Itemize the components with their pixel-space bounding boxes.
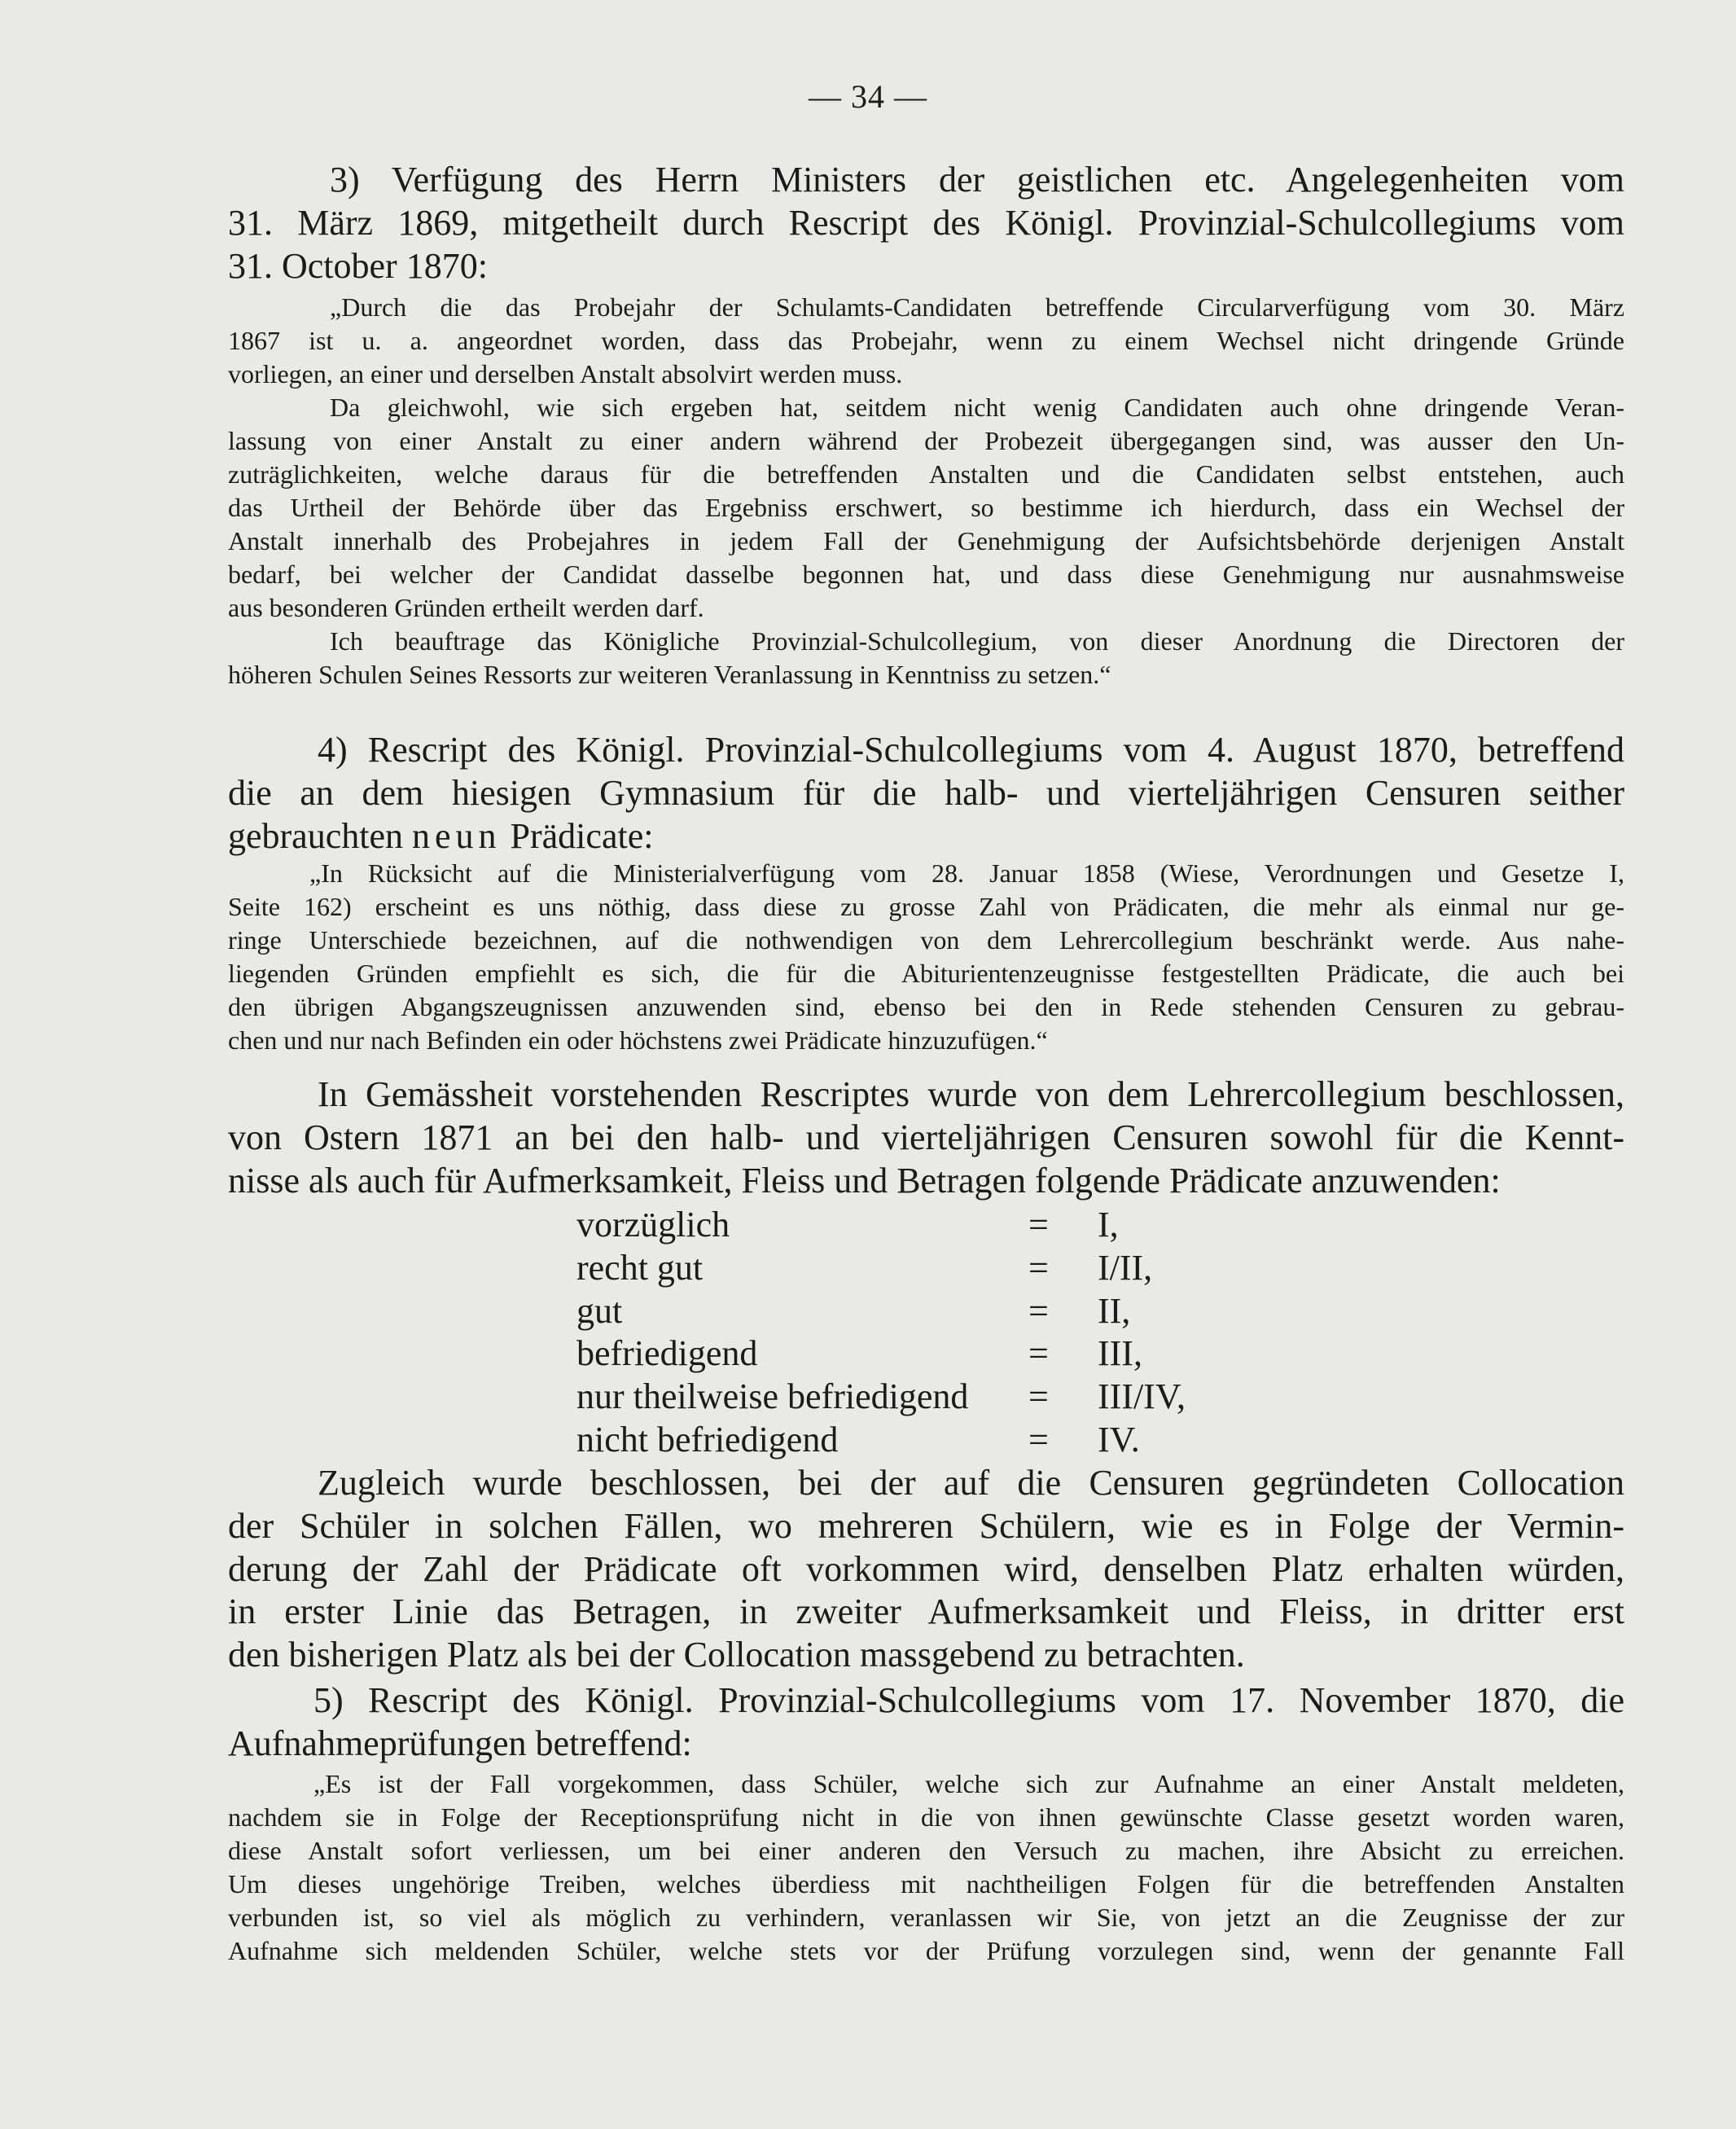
quote-line: lassung von einer Anstalt zu einer andern während der Probezeit übergegangen sind, was ausser den Un- — [228, 426, 1624, 455]
grade-value: I/II, — [1098, 1247, 1153, 1288]
section-4-heading-line: 4) Rescript des Königl. Provinzial-Schulcollegiums vom 4. August 1870, betreffend — [318, 730, 1624, 770]
quote-line: ringe Unterschiede bezeichnen, auf die nothwendigen von dem Lehrercollegium beschränkt werde. Aus nahe- — [228, 925, 1624, 955]
section-4-heading-line — [228, 815, 1624, 858]
grade-value: III/IV, — [1098, 1376, 1186, 1417]
paragraph-line: Zugleich wurde beschlossen, bei der auf die Censuren gegründeten Collocation — [318, 1463, 1624, 1503]
section-5-heading-line: Aufnahmeprüfungen betreffend: — [228, 1723, 692, 1763]
quote-line: Da gleichwohl, wie sich ergeben hat, seitdem nicht wenig Candidaten auch ohne dringende Veran- — [330, 393, 1624, 422]
grade-value: II, — [1098, 1290, 1131, 1331]
equals-sign: = — [1028, 1205, 1049, 1244]
grade-row — [576, 1376, 1186, 1419]
quote-line: 1867 ist u. a. angeordnet worden, dass das Probejahr, wenn zu einem Wechsel nicht dringende Gründe — [228, 326, 1624, 355]
quote-line: diese Anstalt sofort verliessen, um bei einer anderen den Versuch zu machen, ihre Absicht zu erreichen. — [228, 1836, 1624, 1865]
paragraph-line: der Schüler in solchen Fällen, wo mehreren Schülern, wie es in Folge der Vermin- — [228, 1505, 1624, 1546]
section-5-heading-line: 5) Rescript des Königl. Provinzial-Schulcollegiums vom 17. November 1870, die — [313, 1680, 1624, 1720]
quote-line: das Urtheil der Behörde über das Ergebniss erschwert, so bestimme ich hierdurch, dass ein Wechsel der — [228, 493, 1624, 522]
section-3-heading-line: 3) Verfügung des Herrn Ministers der geistlichen etc. Angelegenheiten vom — [330, 160, 1624, 200]
grade-value: III, — [1098, 1333, 1142, 1374]
grade-row — [576, 1419, 1186, 1462]
grade-word: befriedigend — [576, 1333, 758, 1374]
section-3-heading-line: 31. März 1869, mitgetheilt durch Rescript des Königl. Provinzial-Schulcollegiums vom — [228, 202, 1624, 243]
quote-line: nachdem sie in Folge der Receptionsprüfung nicht in die von ihnen gewünschte Classe gesetzt worden waren, — [228, 1802, 1624, 1832]
section-3-heading — [228, 159, 1624, 288]
quote-line: zuträglichkeiten, welche daraus für die betreffenden Anstalten und die Candidaten selbst entstehen, auch — [228, 459, 1624, 489]
section-5-heading — [228, 1679, 1624, 1766]
grade-row — [576, 1247, 1186, 1290]
quote-line: den übrigen Abgangszeugnissen anzuwenden sind, ebenso bei den in Rede stehenden Censuren zu gebrau- — [228, 992, 1624, 1021]
grade-word: gut — [576, 1290, 623, 1331]
quote-line: „In Rücksicht auf die Ministerialverfügung vom 28. Januar 1858 (Wiese, Verordnungen und Gesetze I, — [309, 858, 1624, 888]
page-number: — 34 — — [809, 78, 927, 115]
grade-value: IV. — [1098, 1419, 1140, 1460]
quote-line: aus besonderen Gründen ertheilt werden darf. — [228, 593, 704, 622]
grade-word: nur theilweise befriedigend — [576, 1376, 969, 1417]
grade-value: I, — [1098, 1205, 1119, 1244]
equals-sign: = — [1028, 1376, 1049, 1417]
paragraph-line: In Gemässheit vorstehenden Rescriptes wurde von dem Lehrercollegium beschlossen, — [318, 1074, 1624, 1114]
quote-line: Aufnahme sich meldenden Schüler, welche stets vor der Prüfung vorzulegen sind, wenn der genannte Fall — [228, 1936, 1624, 1965]
quote-line: verbunden ist, so viel als möglich zu verhindern, veranlassen wir Sie, von jetzt an die Zeugnisse der zur — [228, 1903, 1624, 1932]
section-4-heading-line: die an dem hiesigen Gymnasium für die halb- und vierteljährigen Censuren seither — [228, 772, 1624, 813]
grade-row — [576, 1290, 1186, 1333]
equals-sign: = — [1028, 1419, 1049, 1460]
quote-line: chen und nur nach Befinden ein oder höchstens zwei Prädicate hinzuzufügen.“ — [228, 1025, 1048, 1055]
quote-line: Um dieses ungehörige Treiben, welches überdiess mit nachtheiligen Folgen für die betreffenden Anstalten — [228, 1869, 1624, 1899]
quote-line: vorliegen, an einer und derselben Anstalt absolvirt werden muss. — [228, 359, 903, 388]
quote-line: Seite 162) erscheint es uns nöthig, dass diese zu grosse Zahl von Prädicaten, die mehr als einmal nur ge- — [228, 892, 1624, 921]
equals-sign: = — [1028, 1247, 1049, 1288]
grade-word: vorzüglich — [576, 1205, 730, 1244]
decision-paragraph — [228, 1073, 1624, 1202]
equals-sign: = — [1028, 1290, 1049, 1331]
paragraph-line: derung der Zahl der Prädicate oft vorkommen wird, denselben Platz erhalten würden, — [228, 1548, 1624, 1589]
heading-word: Prädicate: — [510, 815, 654, 856]
grade-row — [576, 1332, 1186, 1376]
collocation-paragraph — [228, 1462, 1624, 1677]
quote-line: bedarf, bei welcher der Candidat dasselbe begonnen hat, und dass diese Genehmigung nur ausnahmsweise — [228, 560, 1624, 589]
section-3-quote — [228, 291, 1624, 691]
quote-line: Ich beauftrage das Königliche Provinzial-Schulcollegium, von dieser Anordnung die Directoren der — [330, 626, 1624, 656]
heading-word: gebrauchten — [228, 815, 403, 856]
paragraph-line: nisse als auch für Aufmerksamkeit, Fleiss und Betragen folgende Prädicate anzuwenden: — [228, 1160, 1501, 1201]
spaced-emphasis: neun — [412, 815, 502, 856]
grades-list — [576, 1204, 1186, 1462]
paragraph-line: den bisherigen Platz als bei der Collocation massgebend zu betrachten. — [228, 1635, 1245, 1675]
quote-line: höheren Schulen Seines Ressorts zur weiteren Veranlassung in Kenntniss zu setzen.“ — [228, 660, 1111, 689]
section-4-quote — [228, 857, 1624, 1057]
grade-row — [576, 1204, 1186, 1247]
paragraph-line: in erster Linie das Betragen, in zweiter Aufmerksamkeit und Fleiss, in dritter erst — [228, 1591, 1624, 1632]
section-4-heading — [228, 729, 1624, 858]
equals-sign: = — [1028, 1333, 1049, 1374]
quote-line: Anstalt innerhalb des Probejahres in jedem Fall der Genehmigung der Aufsichtsbehörde derjenigen Anstalt — [228, 526, 1624, 555]
grade-word: recht gut — [576, 1247, 704, 1288]
quote-line: „Durch die das Probejahr der Schulamts-Candidaten betreffende Circularverfügung vom 30. März — [330, 292, 1624, 322]
paragraph-line: von Ostern 1871 an bei den halb- und vierteljährigen Censuren sowohl für die Kennt- — [228, 1117, 1624, 1157]
grade-word: nicht befriedigend — [576, 1419, 839, 1460]
section-5-quote — [228, 1767, 1624, 1968]
quote-line: „Es ist der Fall vorgekommen, dass Schüler, welche sich zur Aufnahme an einer Anstalt meldeten, — [313, 1769, 1624, 1798]
quote-line: liegenden Gründen empfiehlt es sich, die für die Abiturientenzeugnisse festgestellten Prädicate, die auch bei — [228, 959, 1624, 988]
section-3-heading-line: 31. October 1870: — [228, 245, 488, 286]
